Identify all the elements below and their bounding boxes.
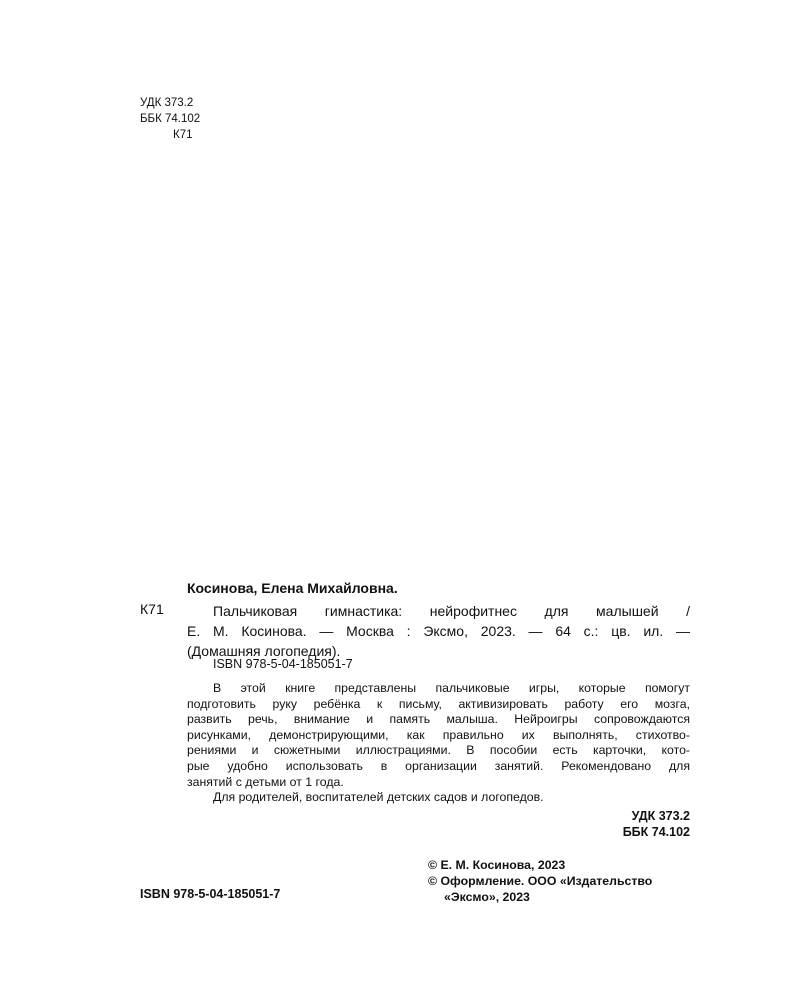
udk-code: УДК 373.2 — [140, 97, 194, 109]
record-isbn: ISBN 978-5-04-185051-7 — [213, 657, 353, 671]
annotation-audience: Для родителей, воспитателей детских садов и логопедов. — [213, 790, 544, 805]
record-author: Косинова, Елена Михайловна. — [187, 580, 398, 596]
annotation-line: рые удобно использовать в организации занятий. Рекомендовано для — [187, 758, 690, 773]
record-title-line: Пальчиковая гимнастика: нейрофитнес для малышей / — [213, 603, 690, 619]
copyright-design: © Оформление. ООО «Издательство — [428, 874, 653, 888]
footer-isbn: ISBN 978-5-04-185051-7 — [140, 887, 281, 901]
author-mark: К71 — [173, 129, 193, 141]
record-title-line: Е. М. Косинова. — Москва : Эксмо, 2023. — 64 с.: цв. ил. — — [187, 623, 690, 639]
copyright-author: © Е. М. Косинова, 2023 — [428, 858, 566, 872]
annotation-line: рениями и сюжетными иллюстрациями. В пособии есть карточки, кото- — [187, 743, 690, 758]
copyright-block — [428, 857, 652, 905]
annotation-line: развить речь, внимание и память малыша. Нейроигры сопровождаются — [187, 712, 690, 727]
record-title-line: (Домашняя логопедия). — [187, 643, 341, 659]
udk-code-bottom: УДК 373.2 — [631, 809, 690, 823]
annotation-line: рисунками, демонстрирующими, как правильно их выполнять, стихотво- — [187, 727, 690, 742]
annotation-line: занятий с детьми от 1 года. — [187, 774, 344, 789]
bbk-code: ББК 74.102 — [140, 113, 201, 125]
classification-codes-bottom — [560, 808, 690, 840]
record-author-mark: К71 — [140, 601, 164, 617]
record-title-block — [187, 601, 690, 661]
copyright-design-cont: «Эксмо», 2023 — [444, 890, 530, 904]
classification-codes-top — [140, 95, 200, 143]
annotation — [187, 681, 690, 806]
annotation-line: подготовить руку ребёнка к письму, активизировать работу его мозга, — [187, 696, 690, 711]
annotation-line: В этой книге представлены пальчиковые игры, которые помогут — [213, 681, 690, 695]
bbk-code-bottom: ББК 74.102 — [622, 825, 690, 839]
